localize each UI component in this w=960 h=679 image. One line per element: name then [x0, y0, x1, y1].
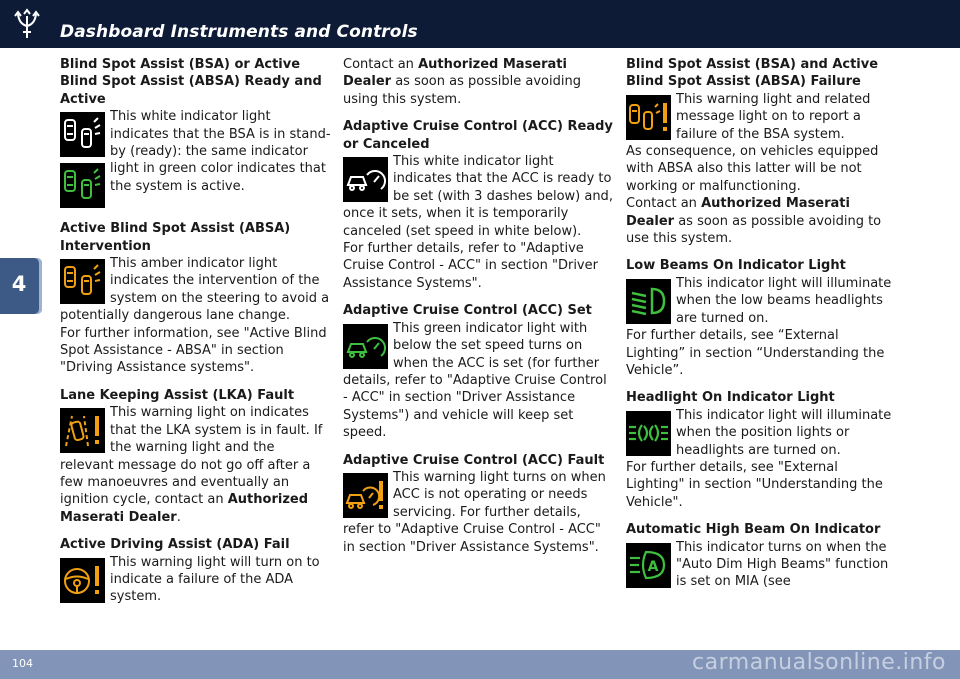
- acc-fault-icon: [343, 473, 388, 518]
- section-heading: Adaptive Cruise Control (ACC) Ready or Canceled: [343, 119, 613, 152]
- section-heading: Blind Spot Assist (BSA) and Active Blind Spot Assist (ABSA) Failure: [626, 57, 879, 90]
- section-heading: Low Beams On Indicator Light: [626, 258, 846, 274]
- section-text: As consequence, on vehicles equipped with ABSA also this latter will be not working or malfunctioning.: [626, 144, 879, 194]
- section-continued: [343, 56, 615, 108]
- watermark: carmanualsonline.info: [692, 650, 946, 675]
- text-run: .: [176, 509, 181, 525]
- dealer-emphasis: Authorized Maserati Dealer: [626, 196, 850, 229]
- section-text: This white indicator light indicates that the BSA is in stand-by (ready): the same indicator light in green color indicates that the system is active.: [110, 109, 331, 194]
- blind-spot-white-icon: [60, 112, 105, 157]
- section-auto-high-beam: [626, 521, 898, 591]
- section-text: For further details, see "External Lighting" in section "Understanding the Vehicle".: [626, 459, 883, 510]
- section-low-beams: [626, 257, 898, 379]
- section-text: This warning light turns on when ACC is not operating or needs servicing. For further details, refer to "Adaptive Cruise Control - ACC" in section "Driver Assistance Systems".: [343, 469, 606, 555]
- section-ada: [60, 536, 332, 606]
- section-heading: Adaptive Cruise Control (ACC) Set: [343, 303, 592, 319]
- dealer-emphasis: Authorized Maserati Dealer: [343, 57, 567, 90]
- section-text: For further information, see "Active Blind Spot Assistance - ABSA" in section "Driving Assistance systems".: [60, 325, 327, 376]
- acc-white-icon: [343, 157, 388, 202]
- auto-high-beam-letter: A: [647, 558, 659, 575]
- section-text: This green indicator light with below the set speed turns on when the ACC is set (for further details, refer to "Adaptive Cruise Control - ACC" in section "Driver Assistance Systems") and vehicle will keep set speed.: [343, 320, 607, 441]
- position-lights-icon: [626, 411, 671, 456]
- dealer-emphasis: Authorized Maserati Dealer: [60, 492, 309, 525]
- section-acc-ready: [343, 118, 615, 292]
- section-text: This white indicator light indicates that the ACC is ready to be set (with 3 dashes below) and, once it sets, when it is temporarily canceled (set speed in white below).: [343, 154, 613, 239]
- section-heading: Active Blind Spot Assist (ABSA) Intervention: [60, 221, 291, 254]
- section-headlight: [626, 389, 898, 511]
- section-acc-fault: [343, 452, 615, 556]
- page-title: Dashboard Instruments and Controls: [60, 22, 418, 42]
- text-run: Contact an: [343, 57, 419, 72]
- section-text: For further details, refer to "Adaptive Cruise Control - ACC" in section "Driver Assistance Systems".: [343, 241, 598, 291]
- section-text: This indicator light will illuminate when the low beams headlights are turned on.: [676, 275, 892, 326]
- section-bsa-failure: [626, 56, 898, 247]
- section-text: [626, 195, 898, 247]
- acc-green-icon: [343, 324, 388, 369]
- section-text: This indicator light will illuminate when the position lights or headlights are turned on.: [676, 407, 892, 458]
- text-run: as soon as possible avoiding to use this system.: [626, 213, 882, 247]
- column-2: [343, 56, 615, 566]
- section-text: This amber indicator light indicates the intervention of the system on the steering to avoid a potentially dangerous lane change.: [60, 256, 330, 324]
- section-text: This warning light and related message light on to report a failure of the BSA system.: [676, 91, 871, 142]
- section-bsa: [60, 56, 332, 210]
- maserati-trident-logo: [10, 8, 44, 40]
- blind-spot-green-icon: [60, 163, 105, 208]
- text-run: Contact an: [626, 196, 702, 212]
- blind-spot-fault-icon: [626, 95, 671, 140]
- page-number: 104: [12, 657, 33, 670]
- column-3: [626, 56, 898, 601]
- lane-keeping-fault-icon: [60, 408, 105, 453]
- section-text: This indicator turns on when the "Auto Dim High Beams" function is set on MIA (see: [676, 539, 889, 590]
- page-header: [0, 0, 960, 48]
- section-heading: Automatic High Beam On Indicator: [626, 522, 881, 538]
- column-1: [60, 56, 332, 616]
- section-absa: [60, 220, 332, 377]
- section-heading: Adaptive Cruise Control (ACC) Fault: [343, 452, 605, 468]
- section-heading: Headlight On Indicator Light: [626, 390, 835, 406]
- section-text: For further details, see “External Lighting” in section “Understanding the Vehicle”.: [626, 328, 885, 378]
- section-heading: Lane Keeping Assist (LKA) Fault: [60, 387, 295, 403]
- section-text: [343, 56, 615, 108]
- text-run: This warning light on indicates that the LKA system is in fault. If the warning light and the relevant message do not go off after a few manoeuvres and eventually an ignition cycle, contact an: [60, 405, 323, 508]
- section-heading: Active Driving Assist (ADA) Fail: [60, 537, 290, 553]
- blind-spot-amber-icon: [60, 259, 105, 304]
- auto-high-beam-icon: [626, 543, 671, 588]
- low-beam-icon: [626, 279, 671, 324]
- steering-wheel-fault-icon: [60, 558, 105, 603]
- section-text: This warning light will turn on to indicate a failure of the ADA system.: [110, 554, 320, 605]
- chapter-tab[interactable]: [0, 258, 42, 314]
- section-lka: [60, 387, 332, 526]
- bsa-icon-stack: [60, 108, 110, 210]
- section-acc-set: [343, 302, 615, 441]
- chapter-number: 4: [11, 272, 27, 296]
- text-run: as soon as possible avoiding using this system.: [343, 74, 581, 107]
- section-heading: Blind Spot Assist (BSA) or Active Blind Spot Assist (ABSA) Ready and Active: [60, 57, 322, 107]
